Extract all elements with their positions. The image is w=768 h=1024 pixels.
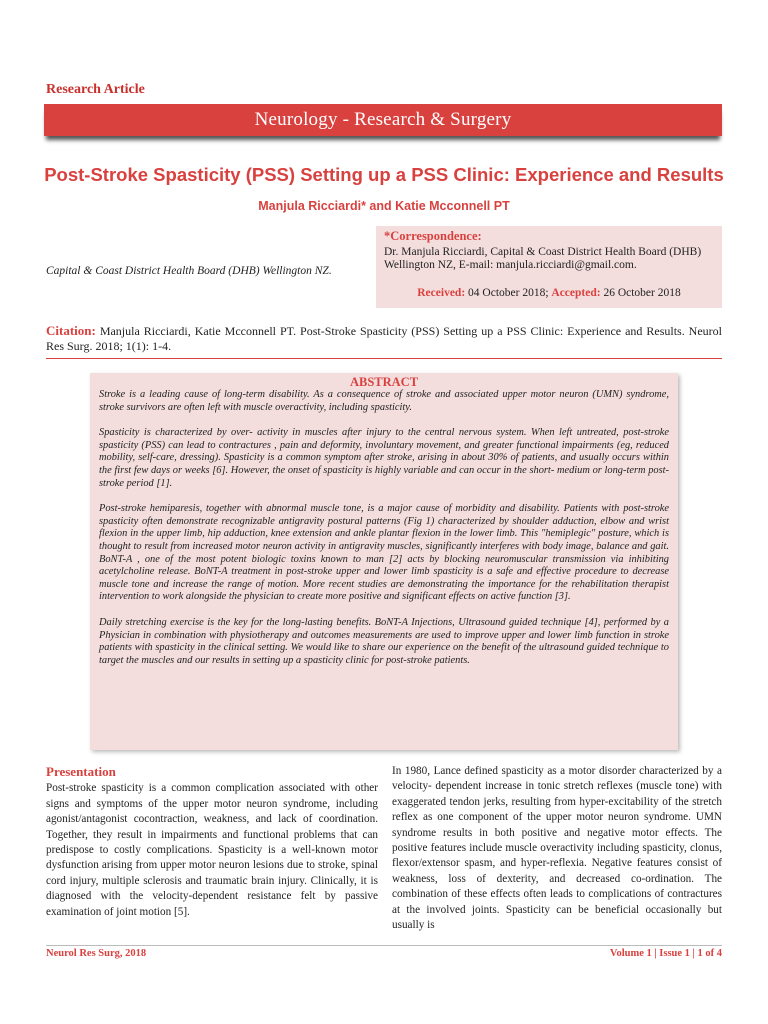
footer-divider [46, 945, 722, 946]
citation [46, 323, 722, 354]
section-heading-presentation: Presentation [46, 764, 116, 779]
dates-line [384, 287, 714, 301]
affiliation: Capital & Coast District Health Board (DHB) Wellington NZ. [46, 265, 332, 277]
citation-text: Manjula Ricciardi, Katie Mcconnell PT. Post-Stroke Spasticity (PSS) Setting up a PSS Clinic: Experience and Results. Neurol Res Surg. 2018; 1(1): 1-4. [46, 324, 723, 353]
citation-divider [46, 358, 722, 359]
body-column-left [46, 764, 378, 920]
abstract-paragraph: Post-stroke hemiparesis, together with abnormal muscle tone, is a major cause of morbidity and disability. Patients with post-stroke spasticity often demonstrate recognizable antigravity postural patterns (Fig 1) characterized by shoulder adduction, elbow and wrist flexion in the upper limb, hip adduction, knee extension and ankle plantar flexion in the lower limb. This "hemiplegic" posture, which is thought to result from increased motor neuron activity in antigravity muscles, significantly interferes with body image, balance and gait. BoNT-A , one of the most potent biologic toxins known to man [2] acts by blocking neuromuscular transmission via inhibiting acetylcholine release. BoNT-A treatment in post-stroke upper and lower limb spasticity is a safe and effective procedure to decrease muscle tone and increase the range of motion. More recent studies are demonstrating the importance for the rehabilitation therapist intervention to work alongside the physician to create more positive and significant effects on active function [3]. [99, 503, 669, 603]
accepted-date: 26 October 2018 [603, 286, 681, 299]
author-list: Manjula Ricciardi* and Katie Mcconnell PT [258, 199, 510, 213]
paper-title: Post-Stroke Spasticity (PSS) Setting up a PSS Clinic: Experience and Results [44, 164, 724, 185]
received-date: 04 October 2018; [468, 286, 549, 299]
abstract-paragraph: Spasticity is characterized by over- activity in muscles after injury to the central nervous system. When left untreated, post-stroke spasticity (PSS) can lead to contractures , pain and deformity, involuntary movement, and greater functional impairments (eg, reduced mobility, self-care, dressing). Spasticity is a common symptom after stroke, arising in about 30% of patients, and usually occurs within the first few days or weeks [6]. However, the onset of spasticity is highly variable and can occur in the short- medium or long-term post-stroke period [1]. [99, 427, 669, 489]
abstract-paragraph: Stroke is a leading cause of long-term disability. As a consequence of stroke and associated upper motor neuron (UMN) syndrome, stroke survivors are often left with muscle overactivity, including spasticity. [99, 389, 669, 413]
abstract-paragraph: Daily stretching exercise is the key for the long-lasting benefits. BoNT-A Injections, Ultrasound guided technique [4], performed by a Physician in combination with physiotherapy and outcomes measurements are used to improve upper and lower limb function in stroke patients with spasticity in the clinical setting. We would like to share our experience on the benefit of the ultrasound guided technique to target the muscles and our results in setting up a spasticity clinic for post-stroke patients. [99, 616, 669, 666]
accepted-label: Accepted: [551, 286, 601, 299]
journal-banner [44, 104, 722, 136]
abstract-box [90, 373, 678, 750]
body-text-left: Post-stroke spasticity is a common complication associated with other signs and symptoms of the upper motor neuron syndrome, including agonist/antagonist cocontraction, weakness, and lack of coordination. Together, they result in impairments and functional problems that can predispose to costly complications. Spasticity is a well-known motor dysfunction arising from upper motor neuron lesions due to stroke, spinal cord injury, multiple sclerosis and traumatic brain injury. Clinically, it is diagnosed with the velocity-dependent resistance felt by passive examination of joint motion [5]. [46, 782, 378, 918]
journal-name: Neurology - Research & Surgery [254, 109, 512, 130]
footer-journal: Neurol Res Surg, 2018 [46, 948, 147, 959]
article-type-label: Research Article [46, 82, 145, 97]
correspondence-text: Dr. Manjula Ricciardi, Capital & Coast District Health Board (DHB) Wellington NZ, E-mail: manjula.ricciardi@gmail.com. [384, 245, 702, 271]
footer-page-info: Volume 1 | Issue 1 | 1 of 4 [609, 948, 722, 959]
correspondence-label: *Correspondence: [384, 229, 482, 243]
citation-label: Citation: [46, 323, 96, 338]
correspondence-box [376, 226, 722, 308]
abstract-heading: ABSTRACT [349, 375, 419, 389]
body-column-right [392, 764, 722, 933]
received-label: Received: [417, 286, 466, 299]
body-text-right: In 1980, Lance defined spasticity as a motor disorder characterized by a velocity- dependent increase in tonic stretch reflexes (muscle tone) with exaggerated tendon jerks, resulting from hyper-excitability of the stretch reflex as one component of the upper motor neuron syndrome. UMN syndrome results in both positive and negative motor effects. The positive features include muscle overactivity including spasticity, clonus, flexor/extensor spasm, and hyper-reflexia. Negative features consist of weakness, loss of dexterity, and decreased co-ordination. The combination of these effects often leads to complications of contractures at the involved joints. Spasticity can be beneficial occasionally but usually is [392, 765, 722, 932]
